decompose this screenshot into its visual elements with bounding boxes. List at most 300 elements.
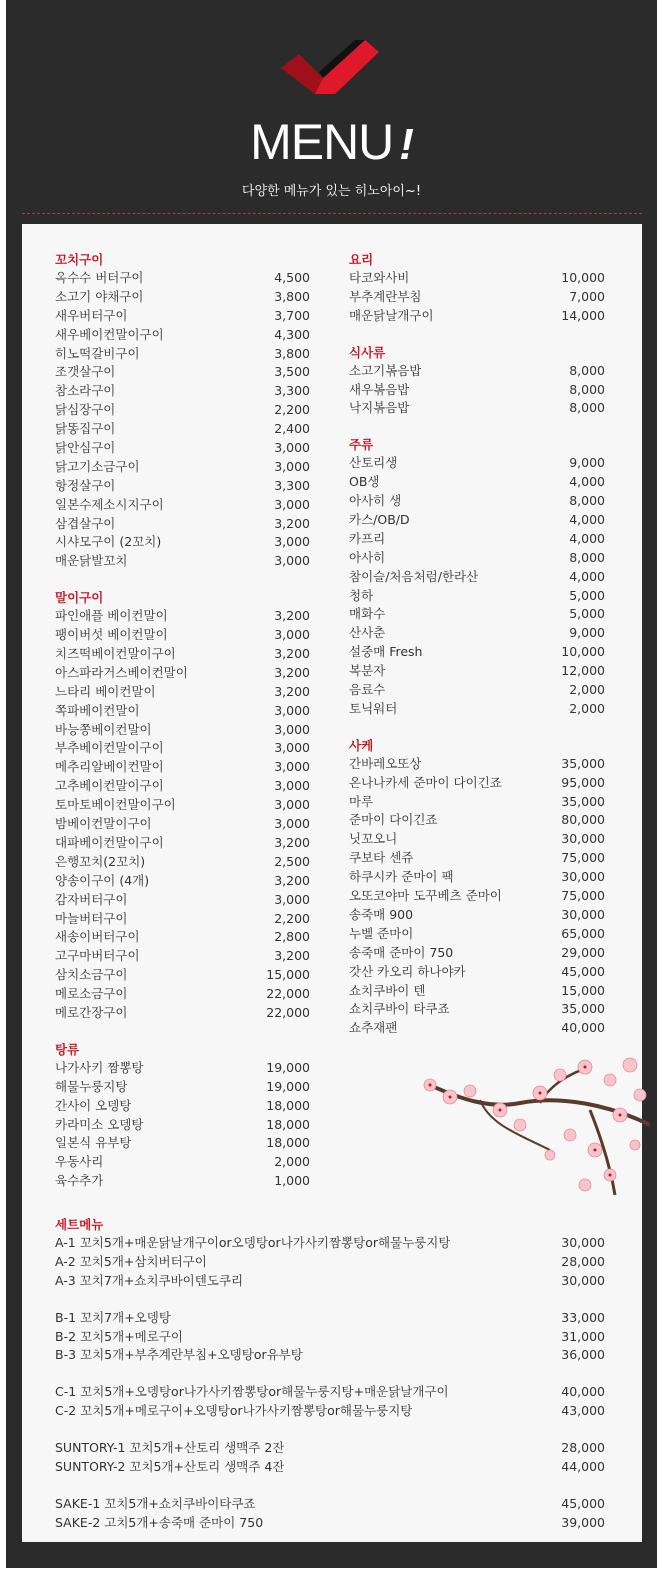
menu-item-name: 산토리생: [349, 455, 398, 471]
menu-item: [349, 982, 605, 1001]
menu-item-name: 오또코야마 도꾸베츠 준마이: [349, 888, 502, 904]
menu-item-name: 소고기 야채구이: [55, 288, 144, 304]
section-title: 세트메뉴: [55, 1217, 104, 1232]
menu-item-name: 일본수제소시지구이: [55, 496, 164, 512]
menu-item: [55, 439, 310, 458]
menu-item-name: 아사히: [349, 549, 386, 565]
menu-item: [55, 401, 310, 420]
menu-item-price: 8,000: [569, 381, 605, 397]
menu-item-name: OB생: [349, 474, 380, 490]
menu-item: [55, 1116, 310, 1135]
menu-item-price: 3,000: [274, 778, 310, 794]
menu-item-price: 35,000: [561, 793, 605, 809]
menu-item-price: 2,000: [569, 682, 605, 698]
set-menu-item-price: 33,000: [561, 1309, 605, 1325]
menu-item-name: 메로간장구이: [55, 1004, 128, 1020]
menu-item-price: 3,000: [274, 816, 310, 832]
menu-item: [55, 928, 310, 947]
menu-item-price: 95,000: [561, 774, 605, 790]
menu-section: [55, 589, 310, 1023]
menu-item: [55, 382, 310, 401]
menu-item: [349, 830, 605, 849]
menu-item: [349, 944, 605, 963]
menu-item-price: 9,000: [569, 625, 605, 641]
menu-item-price: 3,000: [274, 721, 310, 737]
menu-item-price: 10,000: [561, 644, 605, 660]
menu-item-price: 8,000: [569, 400, 605, 416]
section-title: 식사류: [349, 344, 386, 360]
menu-item: [55, 345, 310, 364]
menu-item: [55, 515, 310, 534]
menu-item-name: 아사히 생: [349, 493, 402, 509]
menu-item-price: 3,300: [274, 477, 310, 493]
menu-item-name: 파인애플 베이컨말이: [55, 608, 168, 624]
set-menu-item-name: C-1 꼬치5개+오뎅탕or나가사키짬뽕탕or해물누룽지탕+매운닭날개구이: [55, 1384, 449, 1400]
menu-item-price: 2,200: [274, 910, 310, 926]
menu-item-name: 토마토베이컨말이구이: [55, 797, 176, 813]
menu-item: [349, 700, 605, 719]
menu-item: [349, 288, 605, 307]
menu-item-name: 우동사리: [55, 1154, 104, 1170]
menu-item-price: 4,500: [274, 270, 310, 285]
menu-item-name: 항정살구이: [55, 477, 116, 493]
menu-item-name: 해물누룽지탕: [55, 1078, 128, 1094]
menu-item-price: 18,000: [266, 1116, 310, 1132]
menu-item-name: 참이슬/처음처럼/한라산: [349, 568, 479, 584]
set-menu-item-price: 44,000: [561, 1459, 605, 1475]
menu-item-price: 3,200: [274, 948, 310, 964]
menu-item-price: 3,200: [274, 646, 310, 662]
menu-item-name: 닭심장구이: [55, 402, 116, 418]
menu-item-price: 3,800: [274, 345, 310, 361]
menu-item: [349, 925, 605, 944]
set-menu-section: [55, 1216, 605, 1551]
menu-item-name: 타코와사비: [349, 270, 410, 285]
menu-section: [349, 737, 605, 1038]
menu-item-name: 하쿠시카 준마이 팩: [349, 869, 454, 885]
set-menu-item: [55, 1495, 605, 1514]
checkmark-logo-icon: [275, 38, 385, 98]
menu-item-name: 카프리: [349, 530, 386, 546]
menu-item-price: 4,000: [569, 474, 605, 490]
set-menu-item-price: 40,000: [561, 1384, 605, 1400]
menu-item-name: 토닉워터: [349, 700, 398, 716]
menu-section: [349, 251, 605, 326]
menu-item-price: 40,000: [561, 1020, 605, 1036]
menu-item-name: 준마이 다이긴죠: [349, 812, 438, 828]
menu-item-price: 8,000: [569, 549, 605, 565]
menu-item: [55, 758, 310, 777]
menu-item-price: 2,500: [274, 853, 310, 869]
menu-item: [55, 288, 310, 307]
page-subtitle: 다양한 메뉴가 있는 히노아이~!: [241, 184, 422, 199]
menu-item: [349, 381, 605, 400]
set-menu-item-name: SAKE-2 고치5개+송죽매 준마이 750: [55, 1514, 264, 1530]
menu-item-name: 닭고기소금구이: [55, 458, 140, 474]
menu-item: [55, 269, 310, 288]
menu-item-name: 설중매 Fresh: [349, 644, 423, 660]
menu-item: [349, 1000, 605, 1019]
set-menu-item-name: SAKE-1 꼬치5개+쇼치쿠바이타쿠죠: [55, 1495, 256, 1511]
menu-item-name: 나가사키 짬뽕탕: [55, 1059, 144, 1075]
menu-item-name: 고구마버터구이: [55, 948, 140, 964]
menu-item-price: 35,000: [561, 755, 605, 771]
menu-item-name: 간바레오또상: [349, 755, 422, 771]
menu-item-price: 12,000: [561, 663, 605, 679]
set-menu-item-name: SUNTORY-1 꼬치5개+산토리 생맥주 2잔: [55, 1440, 285, 1456]
menu-item-price: 3,000: [274, 797, 310, 813]
menu-item: [55, 363, 310, 382]
menu-item-price: 30,000: [561, 831, 605, 847]
menu-item-price: 3,000: [274, 496, 310, 512]
set-menu-item-name: B-3 꼬치5개+부추계란부침+오뎅탕or유부탕: [55, 1347, 303, 1363]
set-menu-item-name: B-1 꼬치7개+오뎅탕: [55, 1309, 171, 1325]
menu-item-name: 누벨 준마이: [349, 925, 414, 941]
menu-item-price: 19,000: [266, 1078, 310, 1094]
menu-item-name: 삼치소금구이: [55, 967, 128, 983]
menu-item-name: 매운닭날개구이: [349, 307, 434, 323]
menu-item-price: 29,000: [561, 944, 605, 960]
menu-item: [55, 683, 310, 702]
menu-item: [349, 530, 605, 549]
set-menu-item-price: 43,000: [561, 1403, 605, 1419]
menu-item-price: 8,000: [569, 493, 605, 509]
set-menu-item-name: B-2 꼬치5개+메로구이: [55, 1328, 183, 1344]
menu-item-price: 80,000: [561, 812, 605, 828]
menu-item-name: 양송이구이 (4개): [55, 872, 150, 888]
set-menu-item: [55, 1458, 605, 1477]
menu-item-price: 3,000: [274, 627, 310, 643]
menu-item: [349, 399, 605, 418]
menu-item-name: 쿠보타 센쥬: [349, 850, 414, 866]
menu-item-name: 매운닭발꼬치: [55, 553, 128, 569]
set-menu-group: [55, 1495, 605, 1533]
menu-item-price: 5,000: [569, 606, 605, 622]
set-menu-item: [55, 1328, 605, 1347]
menu-item-name: 갓산 카오리 하나야카: [349, 963, 466, 979]
menu-item-name: 참소라구이: [55, 383, 116, 399]
menu-section: [55, 251, 310, 571]
menu-item-name: 쇼추재팬: [349, 1020, 398, 1036]
menu-item-name: 닭안심구이: [55, 440, 116, 456]
menu-item-price: 8,000: [569, 362, 605, 378]
menu-item-price: 3,800: [274, 288, 310, 304]
menu-item: [349, 662, 605, 681]
menu-item: [55, 1134, 310, 1153]
menu-item-name: 매화수: [349, 606, 386, 622]
page-title: MENU !: [250, 114, 413, 170]
set-menu-item-price: 30,000: [561, 1272, 605, 1288]
menu-item: [55, 891, 310, 910]
menu-item: [55, 477, 310, 496]
menu-item-name: 낙지볶음밥: [349, 400, 410, 416]
section-title: 꼬치구이: [55, 252, 104, 267]
menu-item-name: 쇼치쿠바이 타쿠죠: [349, 1001, 450, 1017]
menu-item-price: 3,000: [274, 534, 310, 550]
set-menu-item-price: 30,000: [561, 1235, 605, 1250]
menu-item: [55, 420, 310, 439]
set-menu-item-price: 28,000: [561, 1253, 605, 1269]
menu-item: [349, 605, 605, 624]
section-title: 탕류: [55, 1041, 80, 1057]
menu-item-price: 75,000: [561, 850, 605, 866]
menu-item-price: 3,000: [274, 702, 310, 718]
menu-item: [349, 307, 605, 326]
menu-item-price: 65,000: [561, 925, 605, 941]
menu-item-name: 쇼치쿠바이 텐: [349, 982, 426, 998]
menu-item-price: 22,000: [266, 1004, 310, 1020]
menu-item: [55, 1078, 310, 1097]
menu-item-name: 시샤모구이 (2꼬치): [55, 534, 162, 550]
menu-item-price: 3,000: [274, 553, 310, 569]
menu-item: [55, 796, 310, 815]
menu-item-name: 밤베이컨말이구이: [55, 816, 152, 832]
menu-item-price: 2,800: [274, 929, 310, 945]
menu-item-price: 15,000: [266, 967, 310, 983]
menu-item-name: 쪽파베이컨말이: [55, 702, 140, 718]
menu-item-name: 온나나카세 준마이 다이긴죠: [349, 774, 502, 790]
menu-item-name: 새우버터구이: [55, 307, 128, 323]
set-menu-item-price: 31,000: [561, 1328, 605, 1344]
set-menu-item: [55, 1234, 605, 1253]
menu-item-name: 청하: [349, 587, 374, 603]
menu-item-price: 3,200: [274, 872, 310, 888]
menu-item-name: 마늘버터구이: [55, 910, 128, 926]
menu-item-name: 팽이버섯 베이컨말이: [55, 627, 168, 643]
section-title: 주류: [349, 437, 374, 453]
menu-item-price: 30,000: [561, 906, 605, 922]
menu-item: [55, 533, 310, 552]
menu-item-price: 35,000: [561, 1001, 605, 1017]
menu-item-name: 조갯살구이: [55, 364, 116, 380]
menu-item: [349, 963, 605, 982]
set-menu-item: [55, 1346, 605, 1365]
menu-item: [55, 834, 310, 853]
menu-item: [55, 1153, 310, 1172]
menu-item-price: 4,000: [569, 568, 605, 584]
menu-item-price: 3,500: [274, 364, 310, 380]
set-menu-item-price: 39,000: [561, 1514, 605, 1530]
set-menu-group: [55, 1383, 605, 1421]
menu-item-name: 산사춘: [349, 625, 386, 641]
menu-item: [55, 985, 310, 1004]
menu-item: [349, 362, 605, 381]
menu-item-price: 3,300: [274, 383, 310, 399]
menu-item-price: 7,000: [569, 288, 605, 304]
menu-item: [349, 887, 605, 906]
menu-item-price: 15,000: [561, 982, 605, 998]
cherry-blossom-icon: [410, 1055, 650, 1205]
section-title: 요리: [349, 252, 374, 267]
set-menu-item: [55, 1402, 605, 1421]
menu-item-name: 느타리 베이컨말이: [55, 683, 156, 699]
menu-item: [55, 872, 310, 891]
menu-item-name: 새우베이컨말이구이: [55, 326, 164, 342]
dashed-divider: [22, 213, 642, 214]
right-menu-column: [349, 251, 605, 1056]
set-menu-item-name: A-1 꼬치5개+매운닭날개구이or오뎅탕or나가사키짬뽕탕or해물누룽지탕: [55, 1235, 451, 1250]
menu-item-name: 새우볶음밥: [349, 381, 410, 397]
menu-item: [349, 774, 605, 793]
menu-item: [55, 1059, 310, 1078]
menu-item-price: 18,000: [266, 1097, 310, 1113]
menu-item: [55, 910, 310, 929]
menu-item: [55, 702, 310, 721]
menu-item: [349, 549, 605, 568]
set-menu-item-price: 36,000: [561, 1347, 605, 1363]
menu-item-price: 22,000: [266, 986, 310, 1002]
menu-item: [349, 492, 605, 511]
menu-item: [55, 721, 310, 740]
menu-item-name: 대파베이컨말이구이: [55, 834, 164, 850]
menu-item-price: 1,000: [274, 1173, 310, 1189]
menu-item-price: 9,000: [569, 455, 605, 471]
menu-item-price: 3,200: [274, 664, 310, 680]
menu-item: [55, 664, 310, 683]
menu-item: [349, 511, 605, 530]
menu-item-name: 옥수수 버터구이: [55, 270, 144, 285]
section-title: 말이구이: [55, 590, 104, 606]
set-menu-item-name: C-2 꼬치5개+메로구이+오뎅탕or나가사키짬뽕탕or해물누룽지탕: [55, 1403, 413, 1419]
menu-item-name: 메로소금구이: [55, 986, 128, 1002]
menu-item: [55, 1097, 310, 1116]
menu-item-price: 3,200: [274, 683, 310, 699]
menu-section: [349, 344, 605, 419]
left-menu-column: [55, 251, 310, 1209]
menu-item-name: 간사이 오뎅탕: [55, 1097, 132, 1113]
menu-item: [55, 607, 310, 626]
menu-item-price: 4,300: [274, 326, 310, 342]
menu-item: [55, 777, 310, 796]
menu-item: [55, 496, 310, 515]
menu-item-name: 감자버터구이: [55, 891, 128, 907]
menu-item-name: 송죽매 준마이 750: [349, 944, 454, 960]
menu-item-price: 3,700: [274, 307, 310, 323]
menu-item-price: 3,200: [274, 834, 310, 850]
menu-item: [55, 307, 310, 326]
set-menu-item-price: 45,000: [561, 1495, 605, 1511]
menu-item-name: 닛꼬오니: [349, 831, 398, 847]
menu-item-name: 부추계란부침: [349, 288, 422, 304]
menu-item: [55, 552, 310, 571]
menu-item-price: 3,000: [274, 891, 310, 907]
menu-item-price: 45,000: [561, 963, 605, 979]
menu-item-name: 카스/OB/D: [349, 512, 410, 528]
menu-item: [349, 849, 605, 868]
menu-item: [55, 947, 310, 966]
menu-item-name: 새송이버터구이: [55, 929, 140, 945]
menu-item-price: 3,200: [274, 515, 310, 531]
set-menu-item: [55, 1383, 605, 1402]
menu-item: [349, 1019, 605, 1038]
menu-item-price: 2,000: [274, 1154, 310, 1170]
menu-item-price: 18,000: [266, 1135, 310, 1151]
menu-item-name: 삼겹살구이: [55, 515, 116, 531]
menu-item-name: 마루: [349, 793, 374, 809]
menu-item-name: 바능쫑베이컨말이: [55, 721, 152, 737]
menu-item-price: 2,400: [274, 421, 310, 437]
menu-item-price: 3,200: [274, 608, 310, 624]
menu-item-name: 송죽매 900: [349, 906, 414, 922]
menu-item: [349, 624, 605, 643]
menu-item-name: 육수추가: [55, 1173, 104, 1189]
set-menu-item: [55, 1253, 605, 1272]
menu-item: [349, 643, 605, 662]
menu-item: [349, 755, 605, 774]
set-menu-item: [55, 1309, 605, 1328]
section-title: 사케: [349, 737, 374, 753]
menu-item: [55, 645, 310, 664]
menu-item-price: 19,000: [266, 1059, 310, 1075]
menu-item: [55, 626, 310, 645]
menu-item-price: 5,000: [569, 587, 605, 603]
menu-item: [55, 1172, 310, 1191]
menu-item: [349, 868, 605, 887]
set-menu-item-name: SUNTORY-2 꼬치5개+산토리 생맥주 4잔: [55, 1459, 285, 1475]
menu-item: [55, 458, 310, 477]
menu-item-price: 75,000: [561, 888, 605, 904]
menu-item: [349, 681, 605, 700]
menu-item-name: 일본식 유부탕: [55, 1135, 132, 1151]
menu-item-price: 14,000: [561, 307, 605, 323]
menu-item: [349, 473, 605, 492]
menu-item-name: 닭똥집구이: [55, 421, 116, 437]
menu-item-price: 3,000: [274, 740, 310, 756]
set-menu-item-name: A-3 꼬치7개+쇼치쿠바이텐도쿠리: [55, 1272, 244, 1288]
set-menu-item: [55, 1272, 605, 1291]
menu-item-price: 30,000: [561, 869, 605, 885]
menu-item: [55, 853, 310, 872]
menu-item-name: 은행꼬치(2꼬치): [55, 853, 146, 869]
menu-item: [349, 811, 605, 830]
menu-item-price: 3,000: [274, 759, 310, 775]
menu-item: [55, 326, 310, 345]
set-menu-group: [55, 1439, 605, 1477]
menu-item-name: 소고기볶음밥: [349, 362, 422, 378]
menu-item: [349, 269, 605, 288]
menu-item-name: 카라미소 오뎅탕: [55, 1116, 144, 1132]
set-menu-item: [55, 1439, 605, 1458]
set-menu-group: [55, 1309, 605, 1366]
menu-section: [349, 436, 605, 718]
menu-item: [349, 587, 605, 606]
menu-item: [349, 568, 605, 587]
menu-item: [55, 1004, 310, 1023]
menu-item-price: 4,000: [569, 530, 605, 546]
menu-item-name: 음료수: [349, 682, 386, 698]
menu-item-name: 히노떡갈비구이: [55, 345, 140, 361]
menu-item-name: 복분자: [349, 663, 386, 679]
set-menu-item-name: A-2 꼬치5개+삼치버터구이: [55, 1253, 207, 1269]
menu-item-price: 2,000: [569, 700, 605, 716]
menu-section: [55, 1041, 310, 1191]
menu-item-name: 아스파라거스베이컨말이: [55, 664, 188, 680]
menu-item-price: 10,000: [561, 270, 605, 285]
menu-item-price: 3,000: [274, 458, 310, 474]
menu-item: [349, 906, 605, 925]
menu-item: [349, 793, 605, 812]
menu-item: [55, 966, 310, 985]
menu-item-name: 고추베이컨말이구이: [55, 778, 164, 794]
set-menu-group: [55, 1234, 605, 1291]
menu-item-price: 4,000: [569, 512, 605, 528]
set-menu-item: [55, 1514, 605, 1533]
set-menu-item-price: 28,000: [561, 1440, 605, 1456]
menu-item: [349, 454, 605, 473]
menu-item: [55, 815, 310, 834]
menu-item-name: 부추베이컨말이구이: [55, 740, 164, 756]
menu-item: [55, 739, 310, 758]
